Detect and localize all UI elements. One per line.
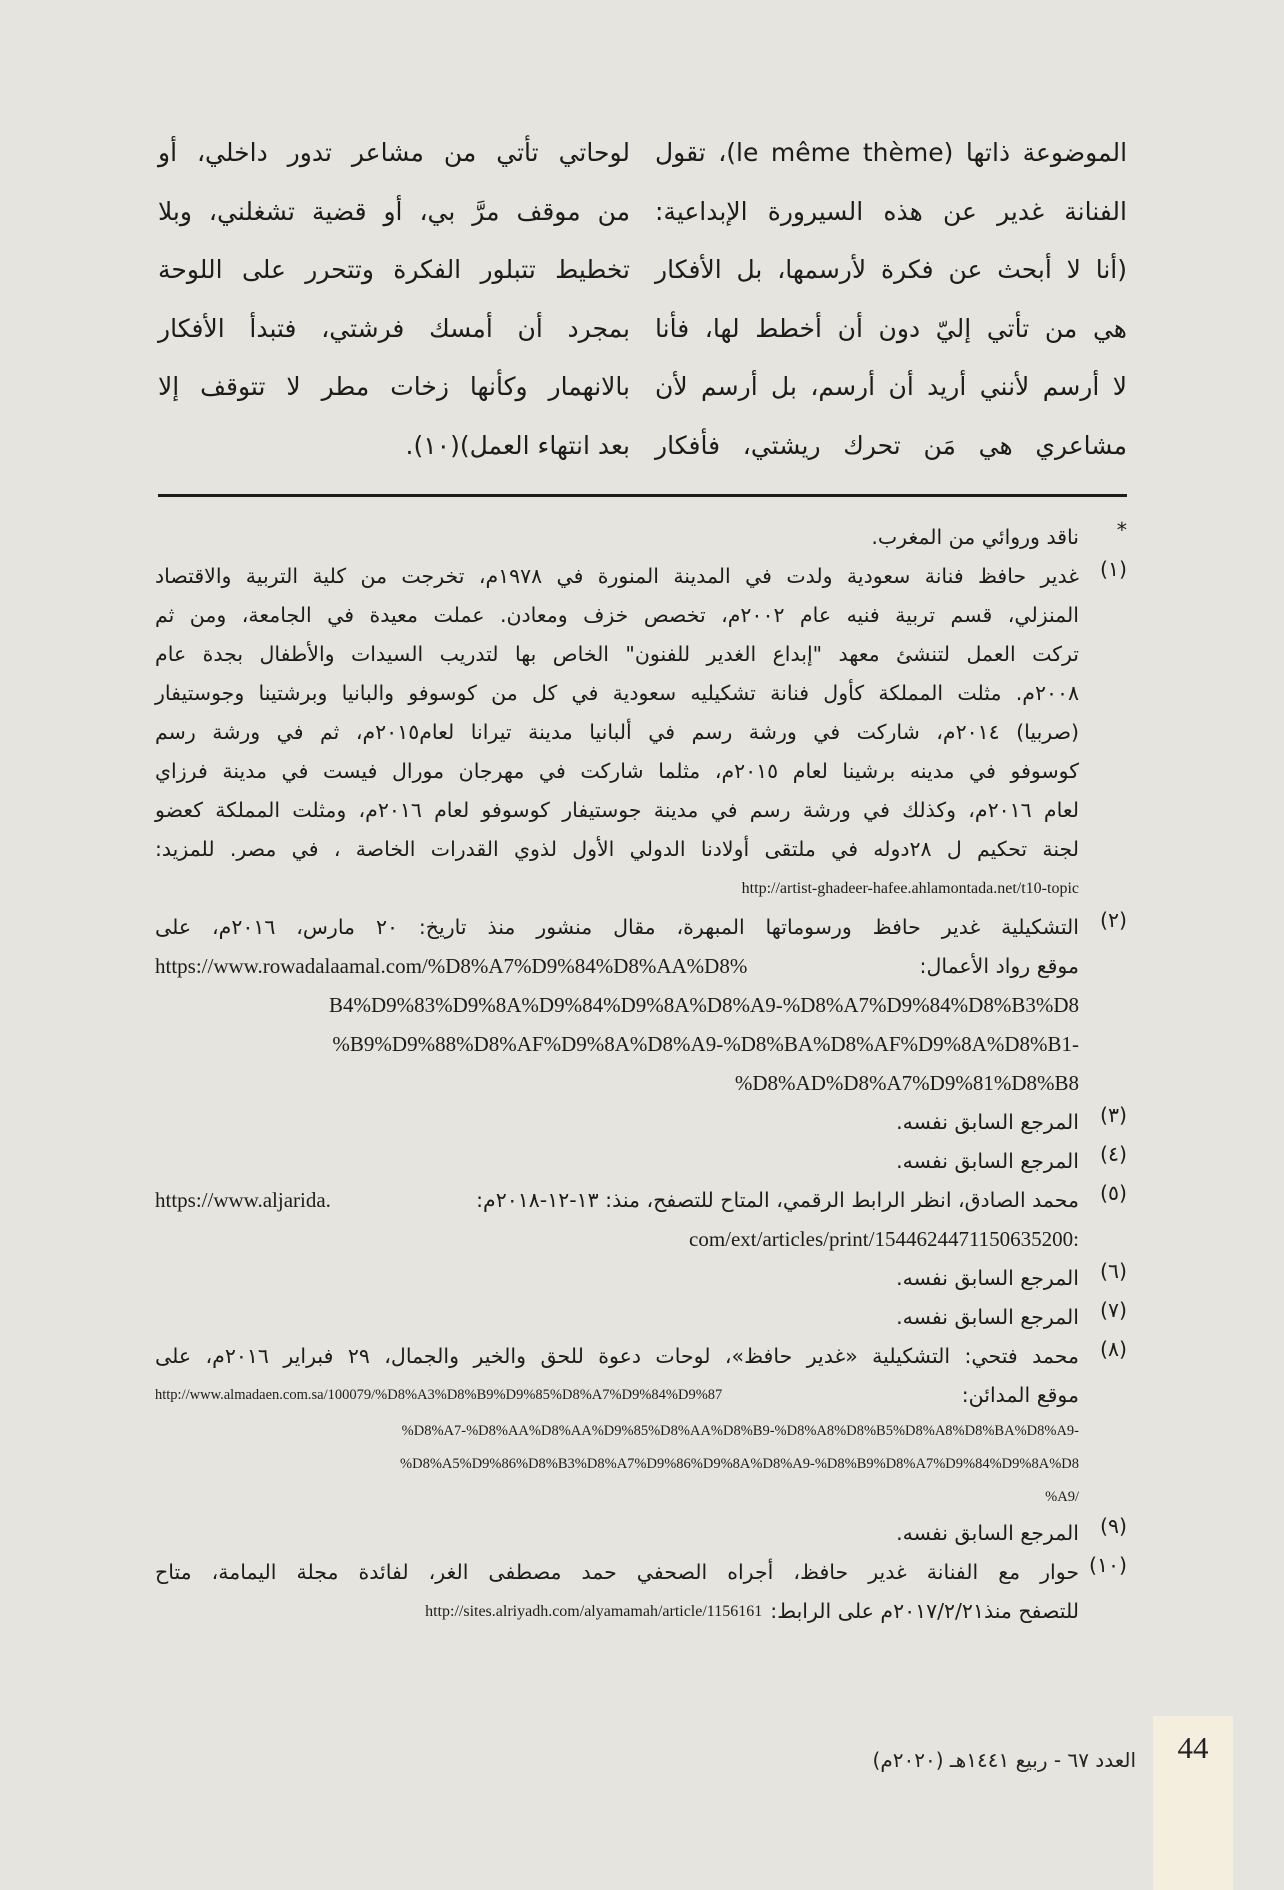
footnote-line-text: محمد الصادق، انظر الرابط الرقمي، المتاح للتصفح، منذ: ١٣-١٢-٢٠١٨م: bbox=[476, 1188, 1079, 1212]
body-line: الفنانة غدير عن هذه السيرورة الإبداعية: bbox=[655, 196, 1127, 226]
footnote-line: التشكيلية غدير حافظ ورسوماتها المبهرة، مقال منشور منذ تاريخ: ٢٠ مارس، ٢٠١٦م، على bbox=[155, 915, 1079, 939]
footnote-url-link[interactable]: %A9/ bbox=[1045, 1489, 1079, 1505]
body-line: تخطيط تتبلور الفكرة وتتحرر على اللوحة bbox=[158, 255, 630, 284]
footnote-line: المرجع السابق نفسه. bbox=[896, 1149, 1079, 1173]
issue-info: العدد ٦٧ - ربيع ١٤٤١هـ (٢٠٢٠م) bbox=[872, 1748, 1136, 1772]
body-line: بعد انتهاء العمل)(١٠). bbox=[405, 430, 630, 460]
footnote-4 bbox=[155, 1142, 1127, 1181]
footnote-2 bbox=[155, 908, 1127, 1103]
footnote-number: (٢) bbox=[1099, 908, 1127, 932]
body-line: الموضوعة ذاتها (le même thème)، تقول bbox=[655, 138, 1128, 167]
footnote-url-link[interactable]: %D8%A7-%D8%AA%D8%AA%D9%85%D8%AA%D8%B9-%D8%A8%D8%B5%D8%A8%D8%BA%D8%A9- bbox=[401, 1423, 1079, 1439]
body-line: بمجرد أن أمسك فرشتي، فتبدأ الأفكار bbox=[158, 313, 630, 343]
footnote-line bbox=[155, 1376, 1079, 1415]
footnote-line: المرجع السابق نفسه. bbox=[896, 1110, 1079, 1134]
footnote-10 bbox=[155, 1553, 1127, 1631]
footnote-number: (٥) bbox=[1099, 1181, 1127, 1205]
footnote-line: المرجع السابق نفسه. bbox=[896, 1521, 1079, 1545]
footnote-url-link[interactable]: %D8%AD%D8%A7%D9%81%D8%B8 bbox=[734, 1071, 1079, 1095]
footnote-url-link[interactable]: http://sites.alriyadh.com/alyamamah/article/1156161 bbox=[425, 1603, 763, 1620]
footnote-line bbox=[155, 1181, 1079, 1220]
footnote-line: المرجع السابق نفسه. bbox=[896, 1266, 1079, 1290]
footnote-number: (٧) bbox=[1099, 1298, 1127, 1322]
footnote-line: (صربيا) ٢٠١٤م، شاركت في ورشة رسم في ألبانيا مدينة تيرانا لعام٢٠١٥م، ثم في ورشة رسم bbox=[155, 720, 1080, 744]
footnote-line bbox=[155, 1592, 1079, 1631]
footnote-url-link[interactable]: %D8%A5%D9%86%D8%B3%D8%A7%D9%86%D9%8A%D8%A9-%D8%B9%D8%A7%D9%84%D9%8A%D8 bbox=[400, 1456, 1079, 1472]
footnote-url-link[interactable]: http://artist-ghadeer-hafee.ahlamontada.net/t10-topic bbox=[741, 880, 1079, 897]
footnote-line: غدير حافظ فنانة سعودية ولدت في المدينة المنورة في ١٩٧٨م، تخرجت من كلية التربية والاقتصاد bbox=[155, 564, 1079, 588]
footnote-line-text: موقع رواد الأعمال: bbox=[919, 954, 1079, 978]
body-column-right bbox=[655, 124, 1127, 475]
footnote-separator bbox=[158, 494, 1127, 497]
footnote-url-link[interactable]: B4%D9%83%D9%8A%D9%84%D9%8A%D8%A9-%D8%A7%D9%84%D8%B3%D8 bbox=[328, 993, 1079, 1017]
body-line: لا أرسم لأنني أريد أن أرسم، بل أرسم لأن bbox=[655, 372, 1127, 401]
footnote-line: لعام ٢٠١٦م، وكذلك في ورشة رسم في مدينة جوستيفار كوسوفو لعام ٢٠١٦م، ومثلت المملكة كعضو bbox=[155, 798, 1079, 822]
body-line: مشاعري هي مَن تحرك ريشتي، فأفكار bbox=[655, 430, 1127, 460]
body-line: (أنا لا أبحث عن فكرة لأرسمها، بل الأفكار bbox=[655, 255, 1127, 284]
footnote-url-link[interactable]: com/ext/articles/print/1544624471150635200: bbox=[689, 1227, 1079, 1251]
footnote-url-link[interactable]: https://www.rowadalaamal.com/%D8%A7%D9%84%D8%AA%D8% bbox=[155, 954, 748, 978]
footnote-number: * bbox=[1116, 518, 1127, 542]
footnote-number: (٨) bbox=[1099, 1337, 1127, 1361]
footnote-line: تركت العمل لتنشئ معهد "إبداع الغدير للفنون" الخاص بها لتدريب السيدات والأطفال بجدة عام bbox=[155, 642, 1079, 666]
footnote-number: (٦) bbox=[1099, 1259, 1127, 1283]
body-line: بالانهمار وكأنها زخات مطر لا تتوقف إلا bbox=[158, 372, 630, 401]
footnote-line: ناقد وروائي من المغرب. bbox=[871, 525, 1079, 549]
body-column-left bbox=[158, 124, 630, 475]
footnote-7 bbox=[155, 1298, 1127, 1337]
footnote-number: (٣) bbox=[1099, 1103, 1127, 1127]
footnote-1 bbox=[155, 557, 1127, 908]
footnote-5 bbox=[155, 1181, 1127, 1259]
footnote-line-text: موقع المدائن: bbox=[961, 1383, 1079, 1407]
footnote-line: المرجع السابق نفسه. bbox=[896, 1305, 1079, 1329]
footnote-url-link[interactable]: %B9%D9%88%D8%AF%D9%8A%D8%A9-%D8%BA%D8%AF%D9%8A%D8%B1- bbox=[332, 1032, 1079, 1056]
footnote-number: (٩) bbox=[1099, 1514, 1127, 1538]
footnote-line-text: للتصفح منذ٢٠١٧/٢/٢١م على الرابط: bbox=[770, 1599, 1079, 1623]
body-line: هي من تأتي إليّ دون أن أخطط لها، فأنا bbox=[655, 313, 1127, 343]
page-number: 44 bbox=[1177, 1730, 1209, 1765]
footnote-number: (٤) bbox=[1099, 1142, 1127, 1166]
footnote-number: (١) bbox=[1099, 557, 1127, 581]
footnote-line: ٢٠٠٨م. مثلت المملكة كأول فنانة تشكيليه سعودية في كل من كوسوفو والبانيا وبرشتينا وجوستيفار bbox=[155, 681, 1079, 705]
footnote-line: كوسوفو في مدينه برشينا لعام ٢٠١٥م، مثلما شاركت في مهرجان مورال فيست في مدينة فرزاي bbox=[155, 759, 1080, 783]
footnote-url-link[interactable]: http://www.almadaen.com.sa/100079/%D8%A3%D8%B9%D9%85%D8%A7%D9%84%D9%87 bbox=[155, 1387, 723, 1403]
footnote-url-link[interactable]: https://www.aljarida. bbox=[155, 1188, 331, 1212]
footnote-line: حوار مع الفنانة غدير حافظ، أجراه الصحفي حمد مصطفى الغر، لفائدة مجلة اليمامة، متاح bbox=[155, 1560, 1079, 1584]
footnotes bbox=[155, 518, 1127, 1631]
footnote-line: المنزلي، قسم تربية فنيه عام ٢٠٠٢م، تخصص خزف ومعادن. عملت معيدة في الجامعة، ومن ثم bbox=[155, 603, 1079, 627]
footnote-line: لجنة تحكيم ل ٢٨دوله في ملتقى أولادنا الدولي الأول لذوي القدرات الخاصة ، في مصر. للمزيد: bbox=[155, 837, 1079, 861]
footnote-9 bbox=[155, 1514, 1127, 1553]
body-line: لوحاتي تأتي من مشاعر تدور داخلي، أو bbox=[158, 138, 630, 167]
footnote-6 bbox=[155, 1259, 1127, 1298]
body-line: من موقف مرَّ بي، أو قضية تشغلني، وبلا bbox=[158, 196, 630, 226]
body-text bbox=[158, 124, 1127, 464]
footnote-star bbox=[155, 518, 1127, 557]
footnote-number: (١٠) bbox=[1088, 1553, 1127, 1577]
footnote-line bbox=[155, 947, 1079, 986]
footnote-3 bbox=[155, 1103, 1127, 1142]
footnote-line: محمد فتحي: التشكيلية «غدير حافظ»، لوحات دعوة للحق والخير والجمال، ٢٩ فبراير ٢٠١٦م، على bbox=[155, 1344, 1079, 1368]
footnote-8 bbox=[155, 1337, 1127, 1514]
